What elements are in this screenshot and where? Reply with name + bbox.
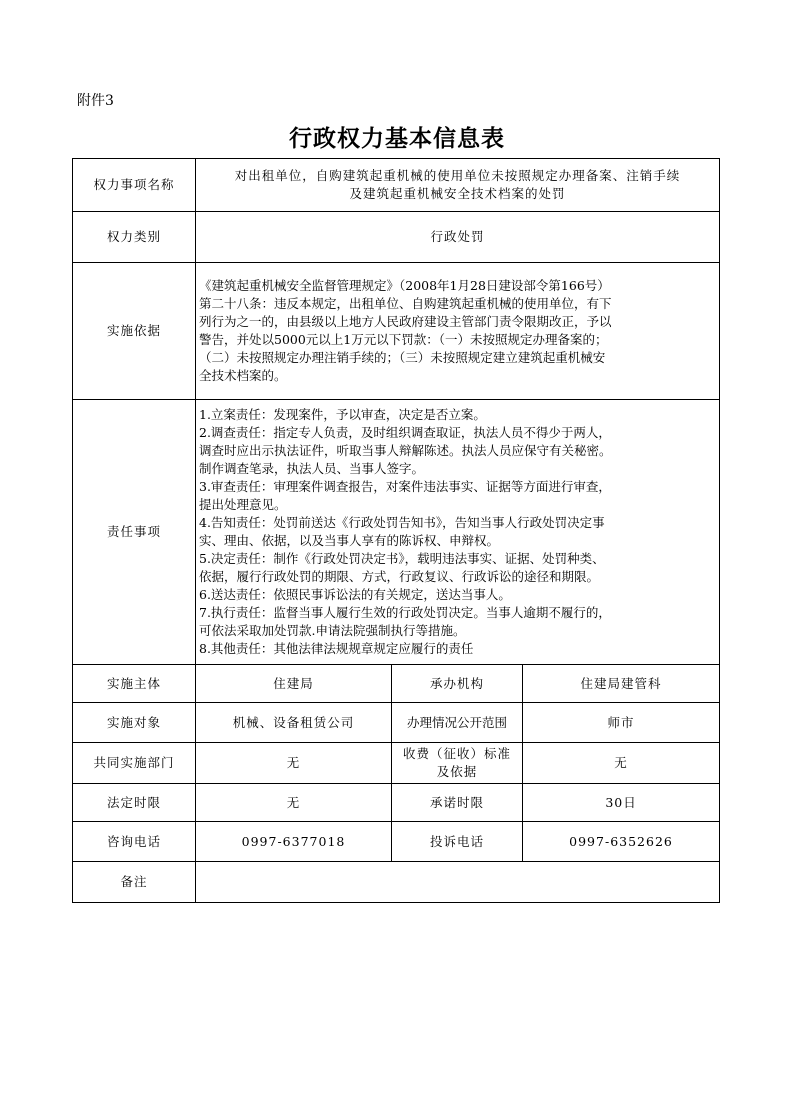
remarks-label: 备注 [73, 862, 196, 903]
co-dept-value: 无 [196, 743, 392, 784]
time-limit-value: 无 [196, 784, 392, 822]
row-co-dept [73, 743, 720, 784]
responsibility-line: 6.送达责任：依照民事诉讼法的有关规定，送达当事人。 [199, 587, 511, 602]
basis-label: 实施依据 [73, 263, 196, 400]
basis-line: 警告，并处以5000元以上1万元以下罚款：（一）未按照规定办理备案的； [199, 332, 608, 347]
fee-standard-line: 收费（征收）标准 [402, 746, 511, 761]
row-phone [73, 822, 720, 862]
responsibility-line: 5.决定责任：制作《行政处罚决定书》，载明违法事实、证据、处罚种类、 [199, 551, 605, 566]
category-label: 权力类别 [73, 212, 196, 263]
promised-limit-label: 承诺时限 [392, 784, 523, 822]
category-value: 行政处罚 [196, 212, 720, 263]
fee-standard-label [392, 743, 523, 784]
responsibility-line: 7.执行责任：监督当事人履行生效的行政处罚决定。当事人逾期不履行的， [199, 605, 611, 620]
basis-line: 全技术档案的。 [199, 368, 287, 383]
row-item-name [73, 159, 720, 212]
item-name-line: 及建筑起重机械安全技术档案的处罚 [349, 186, 566, 201]
disclosure-scope-value: 师市 [523, 703, 720, 743]
row-remarks [73, 862, 720, 903]
disclosure-scope-label: 办理情况公开范围 [392, 703, 523, 743]
basis-line: （二）未按照规定办理注销手续的；（三）未按照规定建立建筑起重机械安 [199, 350, 606, 365]
row-subject [73, 665, 720, 703]
responsibility-line: 3.审查责任：审理案件调查报告，对案件违法事实、证据等方面进行审查， [199, 479, 611, 494]
page-title: 行政权力基本信息表 [289, 125, 505, 152]
responsibility-line: 2.调查责任：指定专人负责，及时组织调查取证，执法人员不得少于两人， [199, 425, 611, 440]
basis-line: 《建筑起重机械安全监督管理规定》（2008年1月28日建设部令第166号） [199, 278, 610, 293]
complaint-phone-label: 投诉电话 [392, 822, 523, 862]
subject-value: 住建局 [196, 665, 392, 703]
row-basis [73, 263, 720, 400]
responsibility-line: 调查时应出示执法证件，听取当事人辩解陈述。执法人员应保守有关秘密。 [199, 443, 612, 458]
row-time-limit [73, 784, 720, 822]
handling-agency-value: 住建局建管科 [523, 665, 720, 703]
responsibility-line: 依据，履行行政处罚的期限、方式，行政复议、行政诉讼的途径和期限。 [199, 569, 600, 584]
fee-standard-line: 及依据 [436, 764, 478, 779]
basis-line: 第二十八条：违反本规定，出租单位、自购建筑起重机械的使用单位，有下 [199, 296, 612, 311]
responsibility-line: 提出处理意见。 [199, 497, 287, 512]
item-name-label: 权力事项名称 [73, 159, 196, 212]
responsibility-line: 制作调查笔录，执法人员、当事人签字。 [199, 461, 425, 476]
responsibility-line: 实、理由、依据，以及当事人享有的陈诉权、申辩权。 [199, 533, 500, 548]
consult-phone-label: 咨询电话 [73, 822, 196, 862]
responsibility-line: 4.告知责任：处罚前送达《行政处罚告知书》，告知当事人行政处罚决定事 [199, 515, 605, 530]
responsibility-line: 8.其他责任：其他法律法规规章规定应履行的责任 [199, 641, 474, 656]
complaint-phone-value: 0997-6352626 [523, 822, 720, 862]
basis-line: 列行为之一的，由县级以上地方人民政府建设主管部门责令限期改正，予以 [199, 314, 612, 329]
co-dept-label: 共同实施部门 [73, 743, 196, 784]
row-target [73, 703, 720, 743]
responsibility-value [196, 400, 720, 665]
row-category [73, 212, 720, 263]
row-responsibility [73, 400, 720, 665]
time-limit-label: 法定时限 [73, 784, 196, 822]
fee-standard-value: 无 [523, 743, 720, 784]
responsibility-line: 可依法采取加处罚款.申请法院强制执行等措施。 [199, 623, 466, 638]
item-name-value [196, 159, 720, 212]
item-name-line: 对出租单位，自购建筑起重机械的使用单位未按照规定办理备案、注销手续 [234, 168, 681, 183]
responsibility-line: 1.立案责任：发现案件，予以审查，决定是否立案。 [199, 407, 486, 422]
target-value: 机械、设备租赁公司 [196, 703, 392, 743]
responsibility-label: 责任事项 [73, 400, 196, 665]
handling-agency-label: 承办机构 [392, 665, 523, 703]
target-label: 实施对象 [73, 703, 196, 743]
basis-value [196, 263, 720, 400]
consult-phone-value: 0997-6377018 [196, 822, 392, 862]
promised-limit-value: 30日 [523, 784, 720, 822]
subject-label: 实施主体 [73, 665, 196, 703]
info-table [72, 158, 720, 903]
attachment-label: 附件3 [77, 93, 114, 109]
remarks-value [196, 862, 720, 903]
